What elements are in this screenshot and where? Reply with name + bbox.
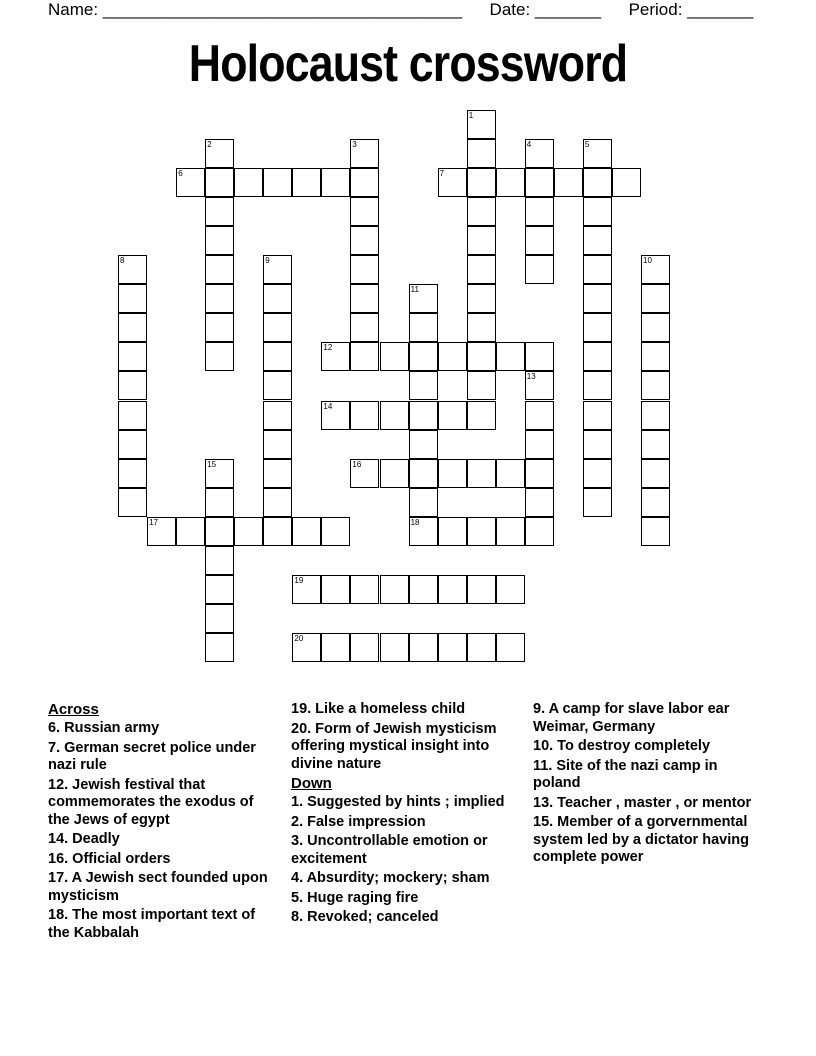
- crossword-cell[interactable]: [467, 197, 496, 226]
- clues-column-2: [291, 701, 521, 929]
- crossword-cell[interactable]: [350, 459, 379, 488]
- crossword-cell[interactable]: [409, 342, 438, 371]
- clue-item: 2. False impression: [291, 813, 426, 830]
- crossword-cell[interactable]: [205, 313, 234, 342]
- crossword-cell[interactable]: [321, 575, 350, 604]
- crossword-cell[interactable]: [118, 488, 147, 517]
- crossword-cell[interactable]: [525, 226, 554, 255]
- crossword-cell[interactable]: [641, 430, 670, 459]
- clue-item: 14. Deadly: [48, 831, 120, 847]
- crossword-cell[interactable]: [641, 488, 670, 517]
- clue-number: 3: [352, 140, 357, 150]
- crossword-cell[interactable]: [438, 459, 467, 488]
- clue-item: 16. Official orders: [48, 850, 171, 867]
- crossword-cell[interactable]: [438, 168, 467, 197]
- clue-number: 2: [207, 140, 212, 150]
- crossword-cell[interactable]: [350, 342, 379, 371]
- crossword-cell[interactable]: [583, 459, 612, 488]
- crossword-cell[interactable]: [583, 371, 612, 400]
- clue-number: 13: [526, 372, 536, 382]
- crossword-cell[interactable]: [438, 401, 467, 430]
- clue-number: 4: [526, 140, 532, 150]
- clue-item: 3. Uncontrollable emotion or excitement: [291, 833, 488, 867]
- crossword-cell[interactable]: [467, 168, 496, 197]
- crossword-cell[interactable]: [583, 430, 612, 459]
- crossword-cell[interactable]: [496, 342, 525, 371]
- clue-item: 17. A Jewish sect founded upon mysticism: [48, 870, 268, 904]
- clue-number: 17: [149, 517, 158, 527]
- crossword-cell[interactable]: [263, 430, 292, 459]
- period-field-label[interactable]: Period: _______: [628, 0, 754, 19]
- crossword-cell[interactable]: [583, 226, 612, 255]
- crossword-cell[interactable]: [525, 517, 554, 546]
- clue-section-heading: Down: [291, 775, 332, 792]
- crossword-cell[interactable]: [467, 342, 496, 371]
- crossword-cell[interactable]: [350, 401, 379, 430]
- crossword-cell[interactable]: [263, 342, 292, 371]
- crossword-cell[interactable]: [380, 575, 409, 604]
- crossword-cell[interactable]: [467, 517, 496, 546]
- crossword-cell[interactable]: [321, 342, 350, 371]
- crossword-cell[interactable]: [118, 371, 147, 400]
- crossword-cell[interactable]: [496, 168, 525, 197]
- crossword-cell[interactable]: [438, 575, 467, 604]
- clue-item: 1. Suggested by hints ; implied: [291, 794, 505, 810]
- clue-number: 16: [352, 459, 362, 469]
- crossword-cell[interactable]: [525, 430, 554, 459]
- crossword-cell[interactable]: [234, 517, 263, 546]
- crossword-cell[interactable]: [612, 168, 641, 197]
- crossword-cell[interactable]: [292, 633, 321, 662]
- crossword-cell[interactable]: [583, 401, 612, 430]
- crossword-cell[interactable]: [496, 575, 525, 604]
- crossword-cell[interactable]: [350, 313, 379, 342]
- crossword-cell[interactable]: [641, 313, 670, 342]
- clue-section-heading: Across: [48, 701, 99, 718]
- crossword-cell[interactable]: [321, 401, 350, 430]
- crossword-cell[interactable]: [525, 342, 554, 371]
- crossword-cell[interactable]: [409, 284, 438, 313]
- crossword-cell[interactable]: [467, 313, 496, 342]
- crossword-cell[interactable]: [292, 168, 321, 197]
- crossword-cell[interactable]: [583, 139, 612, 168]
- clue-item: 4. Absurdity; mockery; sham: [291, 870, 490, 886]
- crossword-cell[interactable]: [350, 226, 379, 255]
- crossword-cell[interactable]: [292, 575, 321, 604]
- page-title: Holocaust crossword: [188, 35, 628, 93]
- crossword-cell[interactable]: [409, 430, 438, 459]
- crossword-cell[interactable]: [321, 168, 350, 197]
- crossword-cell[interactable]: [525, 139, 554, 168]
- crossword-cell[interactable]: [118, 342, 147, 371]
- crossword-cell[interactable]: [525, 255, 554, 284]
- clues-column-3: [533, 701, 763, 869]
- crossword-cell[interactable]: [292, 517, 321, 546]
- crossword-cell[interactable]: [205, 575, 234, 604]
- crossword-cell[interactable]: [467, 633, 496, 662]
- crossword-cell[interactable]: [583, 488, 612, 517]
- crossword-cell[interactable]: [641, 517, 670, 546]
- crossword-cell[interactable]: [583, 255, 612, 284]
- clue-item: 12. Jewish festival that commemorates the exodus of the Jews of egypt: [48, 776, 254, 828]
- crossword-cell[interactable]: [467, 255, 496, 284]
- crossword-cell[interactable]: [438, 342, 467, 371]
- crossword-cell[interactable]: [205, 546, 234, 575]
- crossword-cell[interactable]: [205, 255, 234, 284]
- crossword-cell[interactable]: [438, 517, 467, 546]
- crossword-cell[interactable]: [554, 168, 583, 197]
- crossword-cell[interactable]: [583, 313, 612, 342]
- clue-number: 11: [410, 285, 419, 295]
- crossword-cell[interactable]: [118, 313, 147, 342]
- clue-number: 5: [584, 140, 590, 150]
- clue-number: 7: [439, 169, 445, 179]
- crossword-cell[interactable]: [496, 459, 525, 488]
- crossword-cell[interactable]: [263, 255, 292, 284]
- crossword-cell[interactable]: [380, 401, 409, 430]
- crossword-cell[interactable]: [525, 459, 554, 488]
- crossword-cell[interactable]: [176, 517, 205, 546]
- crossword-cell[interactable]: [467, 110, 496, 139]
- clue-item: 6. Russian army: [48, 720, 160, 736]
- crossword-cell[interactable]: [525, 401, 554, 430]
- crossword-cell[interactable]: [409, 575, 438, 604]
- clue-item: 18. The most important text of the Kabbalah: [48, 907, 256, 941]
- crossword-cell[interactable]: [467, 459, 496, 488]
- clue-item: 11. Site of the nazi camp in poland: [533, 757, 718, 791]
- clue-number: 20: [294, 633, 304, 643]
- crossword-cell[interactable]: [409, 517, 438, 546]
- clue-number: 6: [178, 169, 183, 179]
- crossword-cell[interactable]: [205, 342, 234, 371]
- crossword-cell[interactable]: [409, 313, 438, 342]
- crossword-cell[interactable]: [641, 459, 670, 488]
- crossword-cell[interactable]: [380, 342, 409, 371]
- crossword-cell[interactable]: [263, 371, 292, 400]
- clue-number: 8: [120, 256, 125, 266]
- crossword-cell[interactable]: [205, 459, 234, 488]
- crossword-cell[interactable]: [263, 313, 292, 342]
- crossword-cell[interactable]: [438, 633, 467, 662]
- crossword-cell[interactable]: [321, 517, 350, 546]
- crossword-cell[interactable]: [118, 255, 147, 284]
- crossword-cell[interactable]: [583, 168, 612, 197]
- crossword-cell[interactable]: [263, 284, 292, 313]
- crossword-cell[interactable]: [350, 197, 379, 226]
- crossword-cell[interactable]: [205, 517, 234, 546]
- crossword-cell[interactable]: [205, 168, 234, 197]
- crossword-cell[interactable]: [641, 284, 670, 313]
- crossword-cell[interactable]: [350, 633, 379, 662]
- clue-item: 13. Teacher , master , or mentor: [533, 794, 752, 811]
- crossword-cell[interactable]: [641, 342, 670, 371]
- crossword-cell[interactable]: [321, 633, 350, 662]
- clue-item: 15. Member of a gorvernmental system led by a dictator having complete power: [533, 814, 749, 865]
- crossword-cell[interactable]: [467, 401, 496, 430]
- clue-number: 12: [323, 343, 333, 353]
- name-field-label[interactable]: Name: ______________________________________: [48, 0, 463, 19]
- crossword-cell[interactable]: [350, 575, 379, 604]
- crossword-cell[interactable]: [118, 459, 147, 488]
- crossword-cell[interactable]: [467, 284, 496, 313]
- crossword-cell[interactable]: [641, 255, 670, 284]
- crossword-cell[interactable]: [380, 459, 409, 488]
- crossword-cell[interactable]: [409, 633, 438, 662]
- crossword-cell[interactable]: [205, 488, 234, 517]
- clue-number: 10: [643, 256, 652, 266]
- clue-number: 18: [410, 517, 420, 527]
- crossword-cell[interactable]: [409, 459, 438, 488]
- clue-item: 19. Like a homeless child: [291, 701, 466, 717]
- crossword-cell[interactable]: [263, 401, 292, 430]
- crossword-cell[interactable]: [496, 517, 525, 546]
- crossword-cell[interactable]: [205, 284, 234, 313]
- crossword-cell[interactable]: [176, 168, 205, 197]
- crossword-cell[interactable]: [525, 371, 554, 400]
- clue-number: 19: [294, 575, 304, 585]
- crossword-cell[interactable]: [525, 197, 554, 226]
- crossword-cell[interactable]: [205, 197, 234, 226]
- crossword-cell[interactable]: [525, 488, 554, 517]
- crossword-cell[interactable]: [118, 401, 147, 430]
- crossword-cell[interactable]: [205, 604, 234, 633]
- crossword-cell[interactable]: [525, 168, 554, 197]
- crossword-cell[interactable]: [263, 459, 292, 488]
- crossword-cell[interactable]: [641, 371, 670, 400]
- crossword-cell[interactable]: [583, 197, 612, 226]
- clue-item: 5. Huge raging fire: [291, 889, 419, 906]
- crossword-cell[interactable]: [234, 168, 263, 197]
- crossword-cell[interactable]: [409, 488, 438, 517]
- clues-column-1: [48, 701, 278, 944]
- crossword-cell[interactable]: [118, 284, 147, 313]
- crossword-cell[interactable]: [205, 226, 234, 255]
- crossword-cell[interactable]: [147, 517, 176, 546]
- crossword-cell[interactable]: [467, 139, 496, 168]
- crossword-cell[interactable]: [350, 255, 379, 284]
- clue-number: 9: [265, 256, 270, 266]
- crossword-cell[interactable]: [583, 284, 612, 313]
- clue-number: 14: [323, 401, 333, 411]
- crossword-cell[interactable]: [263, 168, 292, 197]
- crossword-cell[interactable]: [350, 284, 379, 313]
- crossword-cell[interactable]: [467, 575, 496, 604]
- clue-item: 20. Form of Jewish mysticism offering mystical insight into divine nature: [291, 720, 497, 772]
- clue-item: 9. A camp for slave labor ear Weimar, Germany: [533, 701, 730, 735]
- crossword-cell[interactable]: [380, 633, 409, 662]
- crossword-cell[interactable]: [409, 401, 438, 430]
- crossword-cell[interactable]: [350, 168, 379, 197]
- crossword-cell[interactable]: [641, 401, 670, 430]
- date-field-label[interactable]: Date: _______: [489, 0, 602, 19]
- crossword-cell[interactable]: [350, 139, 379, 168]
- student-info-header: [48, 0, 753, 20]
- crossword-cell[interactable]: [467, 371, 496, 400]
- crossword-cell[interactable]: [583, 342, 612, 371]
- crossword-cell[interactable]: [467, 226, 496, 255]
- crossword-cell[interactable]: [409, 371, 438, 400]
- clue-item: 7. German secret police under nazi rule: [48, 739, 256, 773]
- clue-item: 10. To destroy completely: [533, 738, 711, 754]
- clue-item: 8. Revoked; canceled: [291, 909, 439, 925]
- crossword-cell[interactable]: [263, 488, 292, 517]
- crossword-cell[interactable]: [496, 633, 525, 662]
- clue-number: 1: [468, 111, 474, 120]
- clue-number: 15: [207, 459, 217, 469]
- crossword-cell[interactable]: [263, 517, 292, 546]
- crossword-cell[interactable]: [205, 139, 234, 168]
- crossword-cell[interactable]: [118, 430, 147, 459]
- crossword-cell[interactable]: [205, 633, 234, 662]
